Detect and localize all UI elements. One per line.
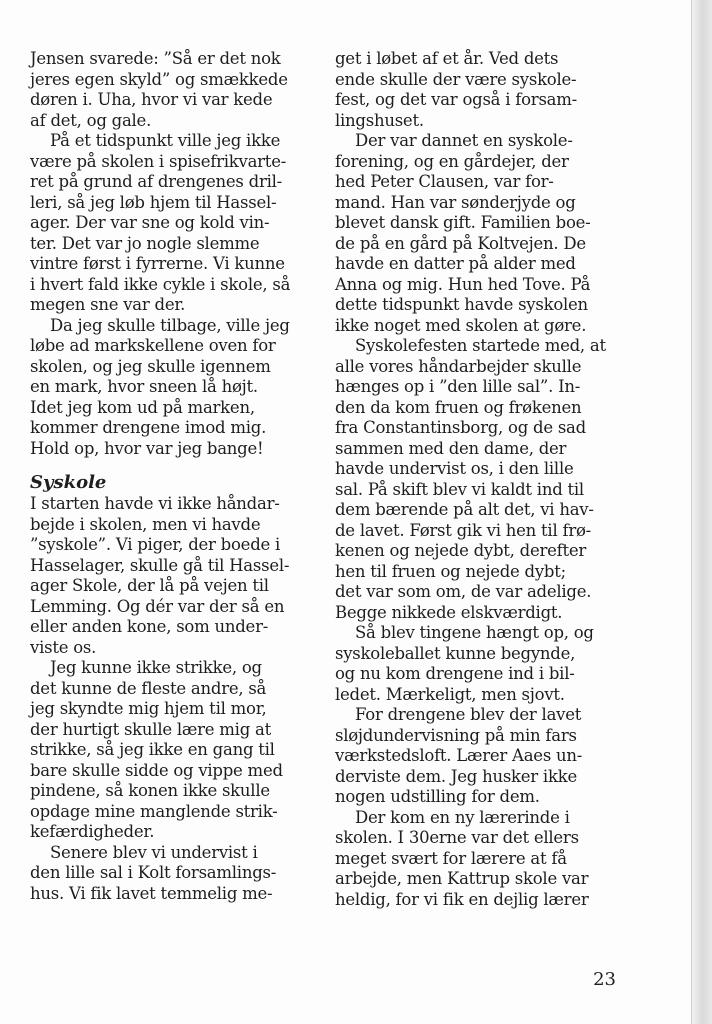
text-line: døren i. Uha, hvor vi var kede [30, 90, 273, 109]
text-line: sløjdundervisning på min fars [335, 725, 577, 745]
text-line: Så blev tingene hængt op, og [355, 623, 594, 642]
text-line: sammen med den dame, der [335, 438, 567, 458]
text-line: Lemming. Og dér var der så en [30, 596, 285, 616]
text-line: og nu kom drengene ind i bil- [335, 664, 575, 683]
text-line: meget svært for lærere at få [335, 848, 567, 868]
text-line: fest, og det var også i forsam- [335, 90, 577, 109]
text-line: nogen udstilling for dem. [335, 787, 540, 806]
paragraph [335, 623, 635, 705]
text-line: ikke noget med skolen at gøre. [335, 315, 587, 335]
text-line: hænges op i ”den lille sal”. In- [335, 377, 581, 396]
text-line: hen til fruen og nejede dybt; [335, 561, 566, 581]
text-line: ledet. Mærkeligt, men sjovt. [335, 684, 565, 704]
text-line: havde en datter på alder med [335, 254, 576, 273]
text-line: lingshuset. [335, 110, 424, 130]
text-line: det var som om, de var adelige. [335, 582, 592, 601]
text-line: havde undervist os, i den lille [335, 459, 574, 478]
paragraph [335, 49, 635, 131]
text-line: det kunne de fleste andre, så [30, 678, 267, 698]
text-line: For drengene blev der lavet [355, 705, 582, 724]
left-text-column [30, 49, 320, 904]
right-text-column [335, 49, 635, 910]
text-line: bare skulle sidde og vippe med [30, 760, 283, 780]
text-line: værkstedsloft. Lærer Aaes un- [335, 746, 583, 765]
text-line: Syskolefesten startede med, at [355, 336, 606, 355]
page-edge-shadow [691, 0, 712, 1024]
text-line: Der kom en ny lærerinde i [355, 807, 570, 827]
paragraph [30, 658, 320, 843]
text-line: alle vores håndarbejder skulle [335, 356, 582, 376]
text-line: ende skulle der være syskole- [335, 69, 577, 89]
text-line: megen sne var der. [30, 295, 186, 314]
text-line: ager Skole, der lå på vejen til [30, 576, 269, 595]
paragraph [30, 843, 320, 905]
text-line: Jeg kunne ikke strikke, og [50, 658, 262, 677]
text-line: arbejde, men Kattrup skole var [335, 869, 589, 888]
text-line: I starten havde vi ikke håndar- [30, 494, 280, 513]
text-line: blevet dansk gift. Familien boe- [335, 213, 591, 232]
text-line: fra Constantinsborg, og de sad [335, 418, 586, 437]
text-line: hed Peter Clausen, var for- [335, 172, 554, 191]
text-line: kefærdigheder. [30, 822, 155, 841]
text-line: Hasselager, skulle gå til Hassel- [30, 555, 290, 575]
text-line: af det, og gale. [30, 110, 152, 130]
text-line: Jensen svarede: ”Så er det nok [30, 49, 281, 68]
text-line: de lavet. Først gik vi hen til frø- [335, 520, 591, 540]
text-line: kommer drengene imod mig. [30, 418, 267, 437]
text-line: ”syskole”. Vi piger, der boede i [30, 535, 281, 554]
paragraph [30, 49, 320, 131]
section-heading: Syskole [30, 472, 107, 493]
paragraph [335, 808, 635, 911]
text-line: Der var dannet en syskole- [355, 131, 573, 150]
text-line: de på en gård på Koltvejen. De [335, 233, 586, 253]
text-line: sal. På skift blev vi kaldt ind til [335, 479, 584, 499]
paragraph [335, 131, 635, 336]
paragraph [30, 494, 320, 658]
paragraph [30, 131, 320, 316]
text-line: pindene, så konen ikke skulle [30, 781, 270, 800]
text-line: i hvert fald ikke cykle i skole, så [30, 274, 291, 294]
text-line: den da kom fruen og frøkenen [335, 397, 582, 417]
paragraph [335, 705, 635, 808]
text-line: bejde i skolen, men vi havde [30, 514, 261, 534]
text-line: forening, og en gårdejer, der [335, 151, 569, 171]
text-line: leri, så jeg løb hjem til Hassel- [30, 192, 277, 212]
paragraph [30, 316, 320, 460]
text-line: opdage mine manglende strik- [30, 801, 278, 821]
section-spacer [30, 459, 320, 472]
text-line: ter. Det var jo nogle slemme [30, 233, 260, 253]
paragraph [335, 336, 635, 623]
text-line: der hurtigt skulle lære mig at [30, 719, 271, 739]
text-line: derviste dem. Jeg husker ikke [335, 766, 577, 786]
text-line: løbe ad markskellene oven for [30, 336, 276, 355]
text-line: ret på grund af drengenes dril- [30, 172, 282, 191]
text-line: Begge nikkede elskværdigt. [335, 602, 563, 622]
text-line: ager. Der var sne og kold vin- [30, 213, 270, 232]
text-line: heldig, for vi fik en dejlig lærer [335, 889, 589, 909]
text-line: get i løbet af et år. Ved dets [335, 49, 559, 68]
page-number: 23 [593, 969, 616, 990]
text-line: dem bærende på alt det, vi hav- [335, 500, 594, 519]
text-line: dette tidspunkt havde syskolen [335, 295, 588, 314]
text-line: den lille sal i Kolt forsamlings- [30, 863, 277, 882]
text-line: en mark, hvor sneen lå højt. [30, 377, 258, 396]
text-line: skolen, og jeg skulle igennem [30, 356, 271, 376]
text-line: vintre først i fyrrerne. Vi kunne [30, 254, 285, 273]
text-line: være på skolen i spisefrikvarte- [30, 151, 287, 171]
text-line: Hold op, hvor var jeg bange! [30, 438, 264, 458]
text-line: eller anden kone, som under- [30, 617, 269, 636]
text-line: jeg skyndte mig hjem til mor, [30, 699, 267, 718]
text-line: skolen. I 30erne var det ellers [335, 828, 579, 847]
text-line: kenen og nejede dybt, derefter [335, 541, 587, 560]
text-line: På et tidspunkt ville jeg ikke [50, 131, 281, 150]
text-line: Da jeg skulle tilbage, ville jeg [50, 315, 290, 335]
text-line: Idet jeg kom ud på marken, [30, 397, 255, 417]
text-line: viste os. [30, 637, 97, 657]
text-line: strikke, så jeg ikke en gang til [30, 740, 275, 759]
text-line: mand. Han var sønderjyde og [335, 192, 576, 212]
text-line: jeres egen skyld” og smækkede [30, 69, 288, 89]
text-line: Anna og mig. Hun hed Tove. På [335, 274, 591, 294]
text-line: syskoleballet kunne begynde, [335, 643, 576, 663]
text-line: hus. Vi fik lavet temmelig me- [30, 883, 273, 903]
text-line: Senere blev vi undervist i [50, 842, 258, 862]
